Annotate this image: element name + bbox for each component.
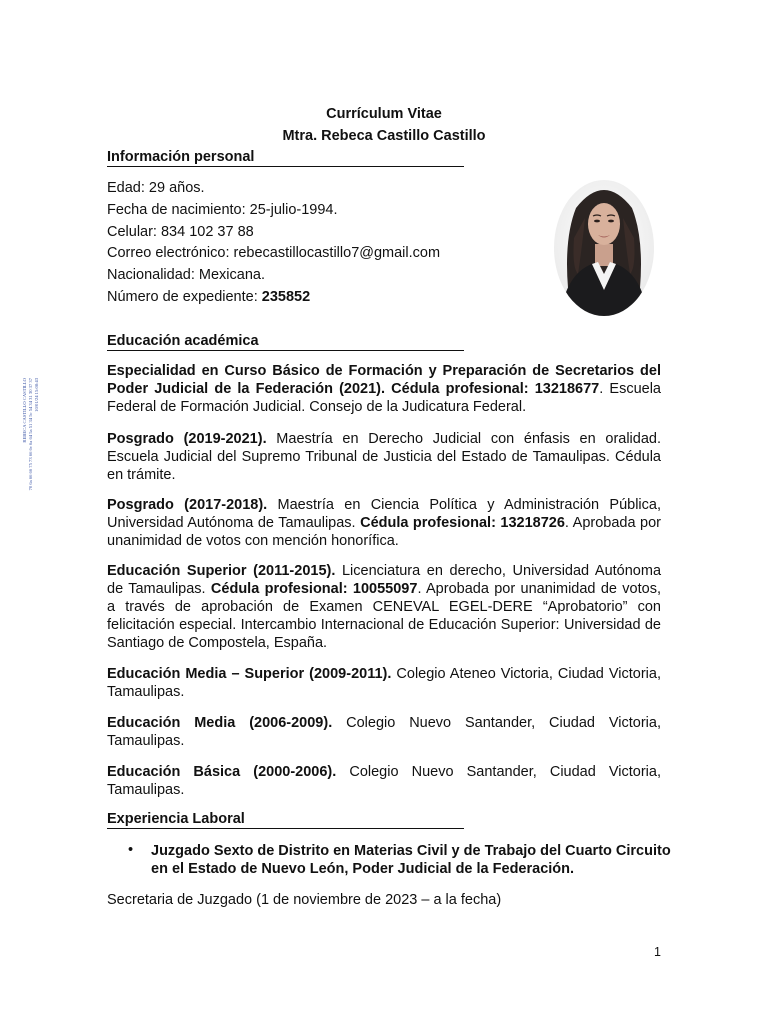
stamp-line-hash: 70 6a 66 66 75 73 66 6c 6a 64 5a 51 34 5c 54 34 31 30 37 37: [28, 378, 33, 491]
education-item: [107, 714, 661, 750]
file-number-label: Número de expediente:: [107, 289, 262, 305]
experience-position: Secretaria de Juzgado (1 de noviembre de 2023 – a la fecha): [107, 892, 502, 908]
education-item-text: Maestría en Derecho Judicial con énfasis en oralidad. Escuela Judicial del Supremo Tribunal de Justicia del Estado de Tamaulipas. Cédula en trámite.: [107, 431, 661, 483]
personal-phone: Celular: 834 102 37 88: [107, 224, 254, 240]
education-item-license: Cédula profesional: 10055097: [210, 581, 418, 597]
stamp-line-name: REBECA CASTILLO CASTILLO: [22, 378, 27, 443]
document-title: Currículum Vitae: [326, 106, 442, 122]
personal-age: Edad: 29 años.: [107, 180, 205, 196]
education-item: [107, 562, 661, 652]
education-item-title: Educación Media (2006-2009).: [107, 715, 333, 731]
education-item: [107, 665, 661, 701]
education-item-text: Licenciatura en derecho, Universidad Autónoma de Tamaulipas.: [107, 563, 662, 597]
education-item-text-2: . Aprobada por unanimidad de votos con mención honorífica.: [107, 515, 661, 549]
bullet-icon: •: [128, 842, 134, 858]
education-item-license: Cédula profesional: 13218726: [360, 515, 565, 531]
person-name: Mtra. Rebeca Castillo Castillo: [282, 128, 486, 144]
personal-nationality: Nacionalidad: Mexicana.: [107, 267, 265, 283]
stamp-line-date: 10/01/24 15:08:43: [34, 378, 39, 412]
education-item-title: Educación Superior (2011-2015).: [107, 563, 336, 579]
education-item: [107, 496, 661, 550]
portrait-photo: [552, 178, 656, 316]
education-item: [107, 763, 661, 799]
education-item-text-2: . Aprobada por unanimidad de votos, a través de aprobación de Examen CENEVAL EGEL-DERE “Aprobatorio” con felicitación especial. Intercambio Internacional de Educación Superior: Universidad de Santiago de Compostela, España.: [107, 581, 661, 651]
personal-birthdate: Fecha de nacimiento: 25-julio-1994.: [107, 202, 338, 218]
education-item-text: Colegio Nuevo Santander, Ciudad Victoria, Tamaulipas.: [107, 764, 661, 798]
section-heading-education: Educación académica: [107, 333, 464, 351]
education-item-text: . Escuela Federal de Formación Judicial. Consejo de la Judicatura Federal.: [107, 381, 661, 415]
education-item: [107, 362, 661, 416]
education-item-title: Posgrado (2019-2021).: [107, 431, 267, 447]
section-heading-personal: Información personal: [107, 149, 464, 167]
education-item-text: Colegio Nuevo Santander, Ciudad Victoria, Tamaulipas.: [107, 715, 662, 749]
education-item-title: Educación Media – Superior (2009-2011).: [107, 666, 392, 682]
personal-email: Correo electrónico: rebecastillocastillo7@gmail.com: [107, 245, 441, 261]
experience-employer: Juzgado Sexto de Distrito en Materias Civil y de Trabajo del Cuarto Circuito en el Estado de Nuevo León, Poder Judicial de la Federación.: [151, 843, 671, 877]
file-number-value: 235852: [261, 289, 311, 305]
education-item: [107, 430, 661, 484]
page-number: 1: [654, 945, 661, 959]
electronic-signature-stamp: [22, 378, 44, 538]
education-item-text: Maestría en Ciencia Política y Administración Pública, Universidad Autónoma de Tamaulipas.: [107, 497, 661, 531]
section-heading-experience: Experiencia Laboral: [107, 811, 464, 829]
education-item-title: Posgrado (2017-2018).: [107, 497, 268, 513]
education-item-text: Colegio Ateneo Victoria, Ciudad Victoria, Tamaulipas.: [107, 666, 661, 700]
education-item-title: Educación Básica (2000-2006).: [107, 764, 337, 780]
personal-file-number: [107, 289, 310, 305]
education-item-title: Especialidad en Curso Básico de Formación y Preparación de Secretarios del Poder Judicial de la Federación (2021). Cédula profesional: 13218677: [107, 363, 661, 397]
